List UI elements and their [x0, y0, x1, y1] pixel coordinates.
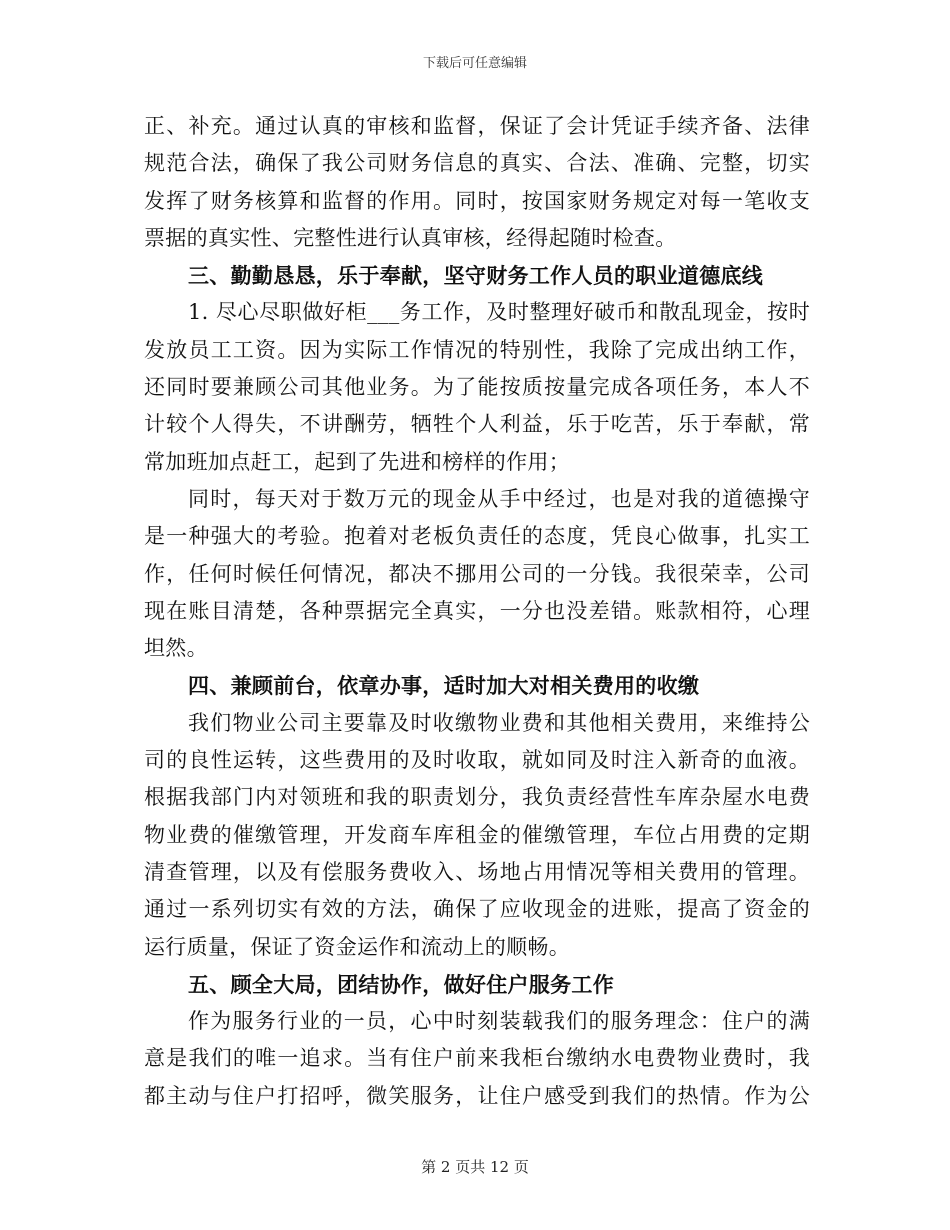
text-line: 同时，每天对于数万元的现金从手中经过，也是对我的道德操守	[188, 486, 810, 511]
text-line: 坦然。	[144, 636, 208, 661]
section-heading: 五、顾全大局，团结协作，做好住户服务工作	[188, 971, 614, 997]
text-line: 常加班加点赶工，起到了先进和榜样的作用；	[144, 449, 570, 474]
text-line: 作，任何时候任何情况，都决不挪用公司的一分钱。我很荣幸，公司	[144, 561, 810, 586]
text-line: 都主动与住户打招呼，微笑服务，让住户感受到我们的热情。作为公	[144, 1083, 810, 1108]
text-line: 作为服务行业的一员，心中时刻装载我们的服务理念：住户的满	[188, 1009, 810, 1034]
page-header: 下载后可任意编辑	[422, 56, 527, 71]
document-body	[144, 108, 810, 1115]
text-line: 发放员工工资。因为实际工作情况的特别性，我除了完成出纳工作，	[144, 337, 810, 362]
text-line: 根据我部门内对领班和我的职责划分，我负责经营性车库杂屋水电费	[144, 785, 810, 810]
text-line: 物业费的催缴管理，开发商车库租金的催缴管理，车位占用费的定期	[144, 822, 810, 847]
text-line: 正、补充。通过认真的审核和监督，保证了会计凭证手续齐备、法律	[144, 114, 810, 138]
text-line: 现在账目清楚，各种票据完全真实，一分也没差错。账款相符，心理	[144, 598, 810, 623]
section-heading: 三、勤勤恳恳，乐于奉献，坚守财务工作人员的职业道德底线	[188, 263, 764, 289]
text-line: 通过一系列切实有效的方法，确保了应收现金的进账，提高了资金的	[144, 897, 810, 922]
text-line: 发挥了财务核算和监督的作用。同时，按国家财务规定对每一笔收支	[144, 188, 810, 213]
text-line: 规范合法，确保了我公司财务信息的真实、合法、准确、完整，切实	[144, 151, 810, 176]
text-line: 1. 尽心尽职做好柜___务工作，及时整理好破币和散乱现金，按时	[188, 300, 810, 325]
text-line: 是一种强大的考验。抱着对老板负责任的态度，凭良心做事，扎实工	[144, 524, 810, 549]
text-line: 票据的真实性、完整性进行认真审核，经得起随时检查。	[144, 225, 677, 250]
page-footer: 第 2 页共 12 页	[421, 1158, 529, 1176]
text-line: 我们物业公司主要靠及时收缴物业费和其他相关费用，来维持公	[188, 710, 810, 735]
text-line: 运行质量，保证了资金运作和流动上的顺畅。	[144, 934, 570, 959]
text-line: 还同时要兼顾公司其他业务。为了能按质按量完成各项任务，本人不	[144, 375, 810, 400]
text-line: 司的良性运转，这些费用的及时收取，就如同及时注入新奇的血液。	[144, 748, 810, 773]
section-heading: 四、兼顾前台，依章办事，适时加大对相关费用的收缴	[188, 673, 700, 699]
text-line: 意是我们的唯一追求。当有住户前来我柜台缴纳水电费物业费时，我	[144, 1046, 810, 1071]
text-line: 计较个人得失，不讲酬劳，牺牲个人利益，乐于吃苦，乐于奉献，常	[144, 412, 810, 437]
text-line: 清查管理，以及有偿服务费收入、场地占用情况等相关费用的管理。	[144, 859, 810, 884]
